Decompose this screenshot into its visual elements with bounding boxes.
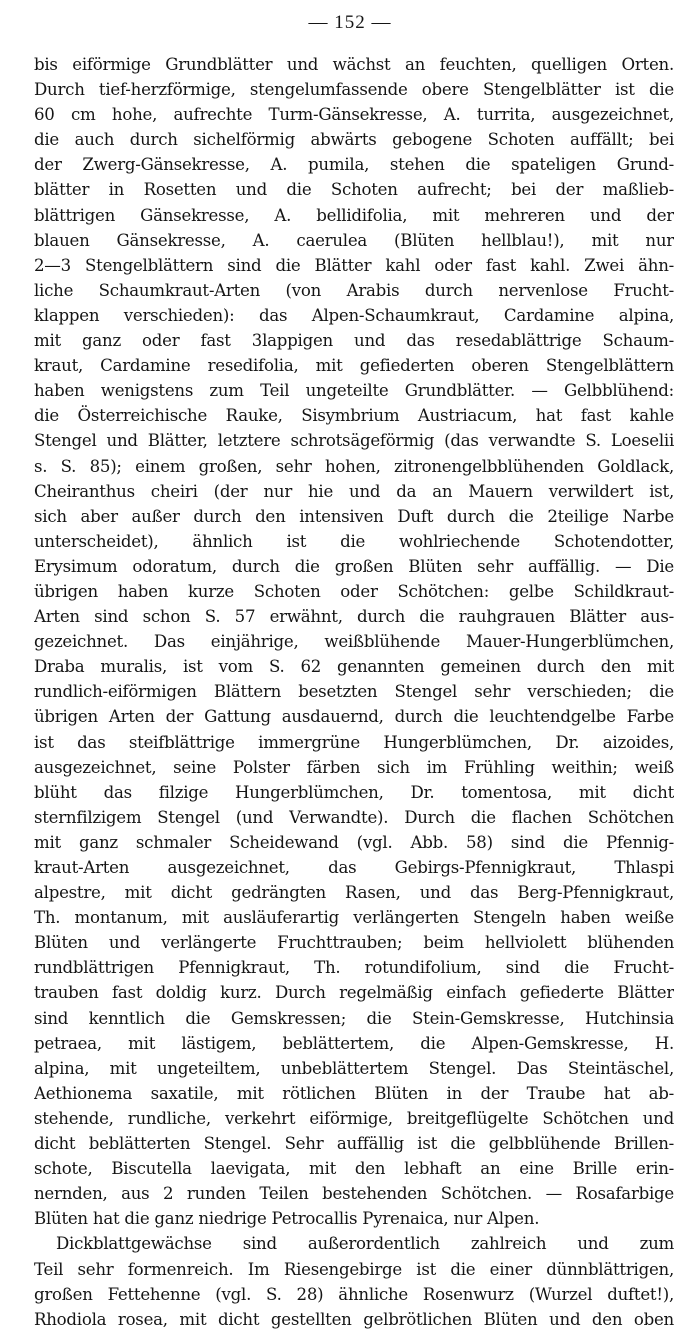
- text-line: ausgezeichnet, seine Polster färben sich im Frühling weithin; weiß: [34, 757, 674, 777]
- text-line: schote, Biscutella laevigata, mit den lebhaft an eine Brille erin-: [34, 1159, 674, 1179]
- text-line: gezeichnet. Das einjährige, weißblühende Mauer-Hungerblümchen,: [34, 632, 674, 652]
- text-line: bis eiförmige Grundblätter und wächst an feuchten, quelligen Orten.: [34, 55, 674, 74]
- text-line: Draba muralis, ist vom S. 62 genannten gemeinen durch den mit: [34, 657, 674, 677]
- text-line: Durch tief-herzförmige, stengelumfassende obere Stengelblätter ist die: [34, 80, 674, 100]
- text-line: liche Schaumkraut-Arten (von Arabis durch nervenlose Frucht-: [34, 280, 674, 300]
- text-line: rundblättrigen Pfennigkraut, Th. rotundifolium, sind die Frucht-: [34, 958, 674, 978]
- text-line: sternfilzigem Stengel (und Verwandte). Durch die flachen Schötchen: [34, 807, 674, 827]
- text-line: Th. montanum, mit ausläuferartig verlängerten Stengeln haben weiße: [34, 908, 674, 928]
- text-line: sich aber außer durch den intensiven Duft durch die 2teilige Narbe: [34, 506, 674, 526]
- text-line: übrigen Arten der Gattung ausdauernd, durch die leuchtendgelbe Farbe: [34, 707, 674, 727]
- text-line: stehende, rundliche, verkehrt eiförmige, breitgeflügelte Schötchen und: [34, 1108, 674, 1128]
- text-line: sind kenntlich die Gemskressen; die Stein-Gemskresse, Hutchinsia: [34, 1008, 674, 1028]
- text-line: kraut, Cardamine resedifolia, mit gefiederten oberen Stengelblättern: [34, 356, 674, 376]
- text-line: mit ganz oder fast 3lappigen und das resedablättrige Schaum-: [34, 331, 674, 351]
- text-line: Teil sehr formenreich. Im Riesengebirge ist die einer dünnblättrigen,: [34, 1259, 674, 1279]
- text-line: blätter in Rosetten und die Schoten aufrecht; bei der maßlieb-: [34, 180, 674, 200]
- text-line: haben wenigstens zum Teil ungeteilte Grundblätter. — Gelbblühend:: [34, 381, 674, 401]
- text-line: rundlich-eiförmigen Blättern besetzten Stengel sehr verschieden; die: [34, 682, 674, 702]
- text-line: 60 cm hohe, aufrechte Turm-Gänsekresse, A. turrita, ausgezeichnet,: [34, 105, 674, 125]
- body-text: [34, 52, 674, 1332]
- text-line: dicht beblätterten Stengel. Sehr auffällig ist die gelbblühende Brillen-: [34, 1134, 674, 1154]
- text-line: unterscheidet), ähnlich ist die wohlriechende Schotendotter,: [34, 531, 674, 551]
- text-line: ist das steifblättrige immergrüne Hungerblümchen, Dr. aizoides,: [34, 732, 674, 752]
- text-line: blättrigen Gänsekresse, A. bellidifolia, mit mehreren und der: [34, 205, 674, 225]
- text-line: Cheiranthus cheiri (der nur hie und da an Mauern verwildert ist,: [34, 481, 674, 501]
- text-line: der Zwerg-Gänsekresse, A. pumila, stehen die spateligen Grund-: [34, 155, 674, 175]
- text-line: Erysimum odoratum, durch die großen Blüten sehr auffällig. — Die: [34, 556, 674, 576]
- text-line: Dickblattgewächse sind außerordentlich zahlreich und zum: [56, 1234, 674, 1254]
- text-line: 2—3 Stengelblättern sind die Blätter kahl oder fast kahl. Zwei ähn-: [34, 255, 674, 275]
- text-line: alpestre, mit dicht gedrängten Rasen, und das Berg-Pfennigkraut,: [34, 883, 674, 903]
- text-line: kraut-Arten ausgezeichnet, das Gebirgs-Pfennigkraut, Thlaspi: [34, 858, 674, 877]
- text-line: Blüten und verlängerte Fruchttrauben; beim hellviolett blühenden: [34, 933, 674, 953]
- text-line: mit ganz schmaler Scheidewand (vgl. Abb. 58) sind die Pfennig-: [34, 832, 674, 852]
- text-line: die Österreichische Rauke, Sisymbrium Austriacum, hat fast kahle: [34, 406, 674, 426]
- text-line: blauen Gänsekresse, A. caerulea (Blüten hellblau!), mit nur: [34, 230, 674, 250]
- text-line: Rhodiola rosea, mit dicht gestellten gelbrötlichen Blüten und den oben: [34, 1309, 674, 1329]
- text-line: Aethionema saxatile, mit rötlichen Blüten in der Traube hat ab-: [34, 1083, 674, 1103]
- text-line: die auch durch sichelförmig abwärts gebogene Schoten auffällt; bei: [34, 130, 674, 150]
- text-line: s. S. 85); einem großen, sehr hohen, zitronengelbblühenden Goldlack,: [34, 456, 674, 476]
- text-line: alpina, mit ungeteiltem, unbeblättertem Stengel. Das Steintäschel,: [34, 1058, 674, 1078]
- text-line: übrigen haben kurze Schoten oder Schötchen: gelbe Schildkraut-: [34, 581, 674, 601]
- text-line: trauben fast doldig kurz. Durch regelmäßig einfach gefiederte Blätter: [34, 983, 674, 1003]
- text-line: blüht das filzige Hungerblümchen, Dr. tomentosa, mit dicht: [34, 782, 674, 802]
- text-line: Blüten hat die ganz niedrige Petrocallis Pyrenaica, nur Alpen.: [34, 1209, 540, 1229]
- text-line: Stengel und Blätter, letztere schrotsägeförmig (das verwandte S. Loeselii: [34, 431, 674, 451]
- page-number: — 152 —: [308, 12, 392, 33]
- text-line: nernden, aus 2 runden Teilen bestehenden Schötchen. — Rosafarbige: [34, 1184, 674, 1204]
- text-line: petraea, mit lästigem, beblättertem, die Alpen-Gemskresse, H.: [34, 1033, 674, 1053]
- text-line: klappen verschieden): das Alpen-Schaumkraut, Cardamine alpina,: [34, 305, 674, 325]
- text-line: Arten sind schon S. 57 erwähnt, durch die rauhgrauen Blätter aus-: [34, 607, 674, 627]
- text-line: großen Fettehenne (vgl. S. 28) ähnliche Rosenwurz (Wurzel duftet!),: [34, 1284, 674, 1304]
